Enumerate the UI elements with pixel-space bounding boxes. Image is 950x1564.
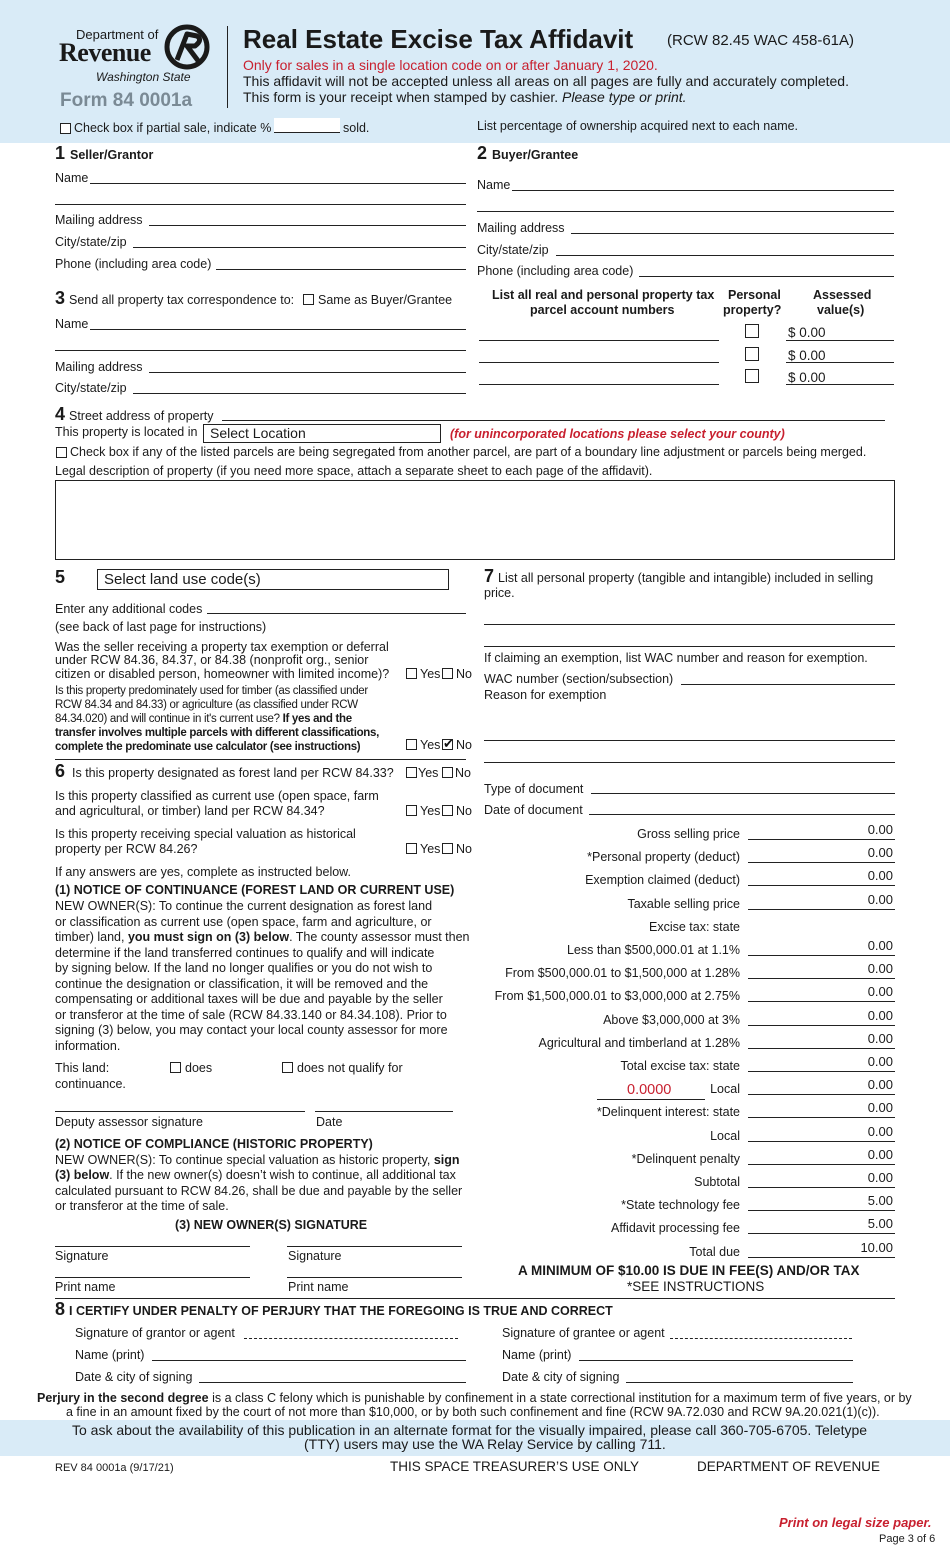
s5-q2-no-label: No bbox=[456, 738, 472, 752]
s6-q1-no-checkbox[interactable] bbox=[442, 767, 453, 778]
notice-continuance-text bbox=[55, 899, 475, 1054]
parcels-header-3b: value(s) bbox=[817, 303, 865, 317]
located-in-label: This property is located in bbox=[55, 425, 198, 439]
same-as-buyer-label: Same as Buyer/Grantee bbox=[318, 293, 453, 307]
exemption-note: If claiming an exemption, list WAC number and reason for exemption. bbox=[484, 651, 868, 665]
owner-print-field-2[interactable] bbox=[287, 1277, 462, 1278]
perjury-text-1: is a class C felony which is punishable by confinement in a state correctional institution for a maximum term of five years, or by bbox=[208, 1391, 912, 1405]
dept-revenue-label: DEPARTMENT OF REVENUE bbox=[697, 1459, 881, 1474]
dept-line3: Washington State bbox=[96, 70, 191, 84]
calc-value[interactable]: 0.00 bbox=[867, 1100, 893, 1115]
parcel-number-field-1[interactable] bbox=[479, 340, 719, 341]
section-1-number: 1 bbox=[55, 143, 66, 163]
notice-continuance-line bbox=[55, 977, 475, 993]
calc-value[interactable]: 0.00 bbox=[867, 1077, 893, 1092]
s6-q1-no-label: No bbox=[455, 766, 471, 780]
seller-city-field[interactable] bbox=[133, 247, 466, 248]
seller-mailing-label: Mailing address bbox=[55, 213, 143, 227]
grantee-date-field[interactable] bbox=[626, 1382, 853, 1383]
parcels-header-1: List all real and personal property tax bbox=[492, 288, 715, 302]
alt-format-line1: To ask about the availability of this publication in an alternate format for the visually impaired, please call 360-705-6705. Teletype bbox=[72, 1422, 868, 1438]
new-owner-signature-title: (3) NEW OWNER(S) SIGNATURE bbox=[175, 1218, 368, 1232]
unincorporated-note: (for unincorporated locations please select your county) bbox=[450, 427, 785, 441]
buyer-mailing-field[interactable] bbox=[571, 233, 894, 234]
grantor-sig-field[interactable] bbox=[244, 1338, 458, 1339]
rev-number: REV 84 0001a (9/17/21) bbox=[55, 1462, 174, 1474]
notice-compliance-title: (2) NOTICE OF COMPLIANCE (HISTORIC PROPERTY) bbox=[55, 1137, 373, 1151]
buyer-name-field[interactable] bbox=[512, 190, 894, 191]
personal-property-field-2[interactable] bbox=[484, 646, 895, 647]
legal-description-textarea[interactable] bbox=[55, 480, 895, 560]
s7-title-line1: List all personal property (tangible and intangible) included in selling bbox=[498, 571, 874, 585]
calc-value-line bbox=[748, 1071, 895, 1072]
s5-q1-line3: citizen or disabled person, homeowner with limited income)? bbox=[55, 667, 390, 681]
calc-value-line bbox=[748, 885, 895, 886]
calc-label: Exemption claimed (deduct) bbox=[585, 873, 740, 887]
s6-q3-no-checkbox[interactable] bbox=[442, 843, 453, 854]
calc-value-line bbox=[748, 1001, 895, 1002]
calc-label: *State technology fee bbox=[621, 1198, 740, 1212]
nc-l1a: NEW OWNER(S): To continue special valuation as historic property, bbox=[55, 1153, 434, 1167]
owner-signature-label-2: Signature bbox=[288, 1249, 342, 1263]
grantor-name-field[interactable] bbox=[152, 1360, 466, 1361]
calc-label: Subtotal bbox=[694, 1175, 740, 1189]
local-rate-line bbox=[597, 1099, 705, 1100]
treasurer-use-label: THIS SPACE TREASURER’S USE ONLY bbox=[390, 1459, 640, 1474]
personal-property-field-1[interactable] bbox=[484, 624, 895, 625]
calc-label: *Delinquent penalty bbox=[631, 1152, 740, 1166]
notice-continuance-line bbox=[55, 961, 475, 977]
notice-continuance-segment: signing (3) below, you may contact your local county assessor for more bbox=[55, 1023, 448, 1037]
notice-compliance-line3: calculated pursuant to RCW 84.26, shall be due and payable by the seller bbox=[55, 1184, 463, 1198]
s6-q3-yes-checkbox[interactable] bbox=[406, 843, 417, 854]
notice-continuance-segment: . The county assessor must then bbox=[289, 930, 470, 944]
reason-field-1[interactable] bbox=[484, 740, 895, 741]
grantee-sig-label: Signature of grantee or agent bbox=[502, 1326, 665, 1340]
notice-continuance-line bbox=[55, 930, 475, 946]
partial-sale-checkbox[interactable] bbox=[60, 123, 71, 134]
legal-size-note: Print on legal size paper. bbox=[779, 1515, 932, 1530]
grantee-name-label: Name (print) bbox=[502, 1348, 572, 1362]
calc-value[interactable]: 0.00 bbox=[867, 1031, 893, 1046]
calc-label: Less than $500,000.01 at 1.1% bbox=[566, 943, 740, 957]
s5-q1-yes-checkbox[interactable] bbox=[406, 668, 417, 679]
calc-value[interactable]: 0.00 bbox=[867, 984, 893, 999]
grantor-name-label: Name (print) bbox=[75, 1348, 145, 1362]
grantee-sig-field[interactable] bbox=[670, 1338, 852, 1339]
seller-city-label: City/state/zip bbox=[55, 235, 127, 249]
segregated-label: Check box if any of the listed parcels are being segregated from another parcel, are part of a boundary line adjustment or parcels being merged. bbox=[70, 445, 867, 459]
buyer-mailing-label: Mailing address bbox=[477, 221, 565, 235]
calc-value[interactable]: 0.00 bbox=[867, 961, 893, 976]
s5-q2-yes-label: Yes bbox=[420, 738, 441, 752]
grantee-name-field[interactable] bbox=[579, 1360, 853, 1361]
calc-value-line bbox=[748, 839, 895, 840]
assessed-line-2 bbox=[786, 362, 894, 363]
ownership-note: List percentage of ownership acquired next to each name. bbox=[477, 119, 799, 133]
seller-mailing-field[interactable] bbox=[149, 225, 466, 226]
nc-l2a: (3) below bbox=[55, 1168, 110, 1182]
does-not-qualify-checkbox[interactable] bbox=[282, 1062, 293, 1073]
calc-value[interactable]: 0.00 bbox=[867, 845, 893, 860]
section-3-number: 3 bbox=[55, 288, 66, 308]
s6-q3-yes-label: Yes bbox=[420, 842, 441, 856]
calc-value[interactable]: 0.00 bbox=[867, 938, 893, 953]
seller-name-label: Name bbox=[55, 171, 89, 185]
reason-exemption-label: Reason for exemption bbox=[484, 688, 607, 702]
s6-q1-yes-checkbox[interactable] bbox=[406, 767, 417, 778]
notice-continuance-segment: determine if the land transferred continues to qualify and will indicate bbox=[55, 945, 435, 960]
calc-label: Local bbox=[710, 1082, 740, 1096]
minimum-due-note: A MINIMUM OF $10.00 IS DUE IN FEE(S) AND/OR TAX bbox=[518, 1263, 860, 1278]
s6-q2-no-label: No bbox=[456, 804, 472, 818]
calc-value[interactable]: 0.00 bbox=[867, 892, 893, 907]
notice-continuance-title: (1) NOTICE OF CONTINUANCE (FOREST LAND OR CURRENT USE) bbox=[55, 883, 455, 897]
s6-q2-yes-checkbox[interactable] bbox=[406, 805, 417, 816]
notice-continuance-line bbox=[55, 1008, 475, 1024]
grantor-date-field[interactable] bbox=[199, 1382, 466, 1383]
calc-value[interactable]: 0.00 bbox=[867, 1170, 893, 1185]
calc-label: *Personal property (deduct) bbox=[587, 850, 740, 864]
s6-q2-no-checkbox[interactable] bbox=[442, 805, 453, 816]
correspondence-label: Send all property tax correspondence to: bbox=[69, 293, 295, 307]
calc-value-line bbox=[748, 862, 895, 863]
personal-property-checkbox-3[interactable] bbox=[745, 369, 759, 383]
s5-q1-line1: Was the seller receiving a property tax exemption or deferral bbox=[55, 640, 389, 654]
section-6-number: 6 bbox=[55, 761, 66, 781]
section-7-number: 7 bbox=[484, 566, 495, 586]
notice-2b: Please type or print. bbox=[562, 89, 687, 105]
calc-value[interactable]: 0.00 bbox=[867, 868, 893, 883]
additional-codes-label: Enter any additional codes bbox=[55, 602, 203, 616]
section-8-number: 8 bbox=[55, 1299, 66, 1319]
notice-continuance-segment: information. bbox=[55, 1038, 121, 1053]
grantee-date-label: Date & city of signing bbox=[502, 1370, 620, 1384]
corr-city-label: City/state/zip bbox=[55, 381, 127, 395]
s6-q3-line2: property per RCW 84.26? bbox=[55, 842, 198, 856]
additional-codes-field[interactable] bbox=[207, 613, 466, 614]
owner-print-label-2: Print name bbox=[288, 1280, 349, 1294]
form-title: Real Estate Excise Tax Affidavit bbox=[243, 24, 634, 54]
seller-phone-field[interactable] bbox=[216, 269, 466, 270]
statute-ref: (RCW 82.45 WAC 458-61A) bbox=[667, 32, 855, 49]
calc-label: Above $3,000,000 at 3% bbox=[603, 1013, 740, 1027]
notice-2a: This form is your receipt when stamped by cashier. bbox=[243, 89, 563, 105]
s6-q2-line1: Is this property classified as current use (open space, farm bbox=[55, 789, 379, 803]
partial-sold-label: sold. bbox=[343, 121, 370, 135]
calc-value-line bbox=[748, 1164, 895, 1165]
segregated-checkbox[interactable] bbox=[56, 447, 67, 458]
buyer-title: Buyer/Grantee bbox=[492, 148, 579, 162]
s5-q1-no-label: No bbox=[456, 667, 472, 681]
calc-value[interactable]: 0.00 bbox=[867, 1054, 893, 1069]
assessed-value-2[interactable]: $ 0.00 bbox=[788, 348, 826, 363]
s5-q2-line4: transfer involves multiple parcels with different classifications, bbox=[55, 727, 380, 739]
parcels-header-1b: parcel account numbers bbox=[530, 303, 675, 317]
form-number: Form 84 0001a bbox=[60, 90, 193, 111]
dept-line1: Department of bbox=[76, 27, 159, 42]
calc-value-line bbox=[748, 1048, 895, 1049]
notice-continuance-line bbox=[55, 915, 475, 931]
notice-continuance-segment: compensating or additional taxes will be due and payable by the seller bbox=[55, 992, 443, 1006]
parcel-number-field-3[interactable] bbox=[479, 384, 719, 385]
owner-signature-field-1[interactable] bbox=[55, 1246, 250, 1247]
seller-title: Seller/Grantor bbox=[70, 148, 154, 162]
s7-title-line2: price. bbox=[484, 586, 515, 600]
corr-name-field-2[interactable] bbox=[55, 350, 466, 351]
section-8-divider bbox=[55, 1298, 895, 1299]
doc-date-field[interactable] bbox=[589, 814, 895, 815]
see-instructions-note: *SEE INSTRUCTIONS bbox=[627, 1279, 765, 1294]
parcels-header-2: Personal bbox=[728, 288, 781, 302]
parcels-header-3: Assessed bbox=[813, 288, 872, 302]
perjury-line2: a fine in an amount fixed by the court of not more than $10,000, or by both such confinement and fine (RCW 9A.72.030 and RCW 9A.20.021(1)(c)). bbox=[66, 1405, 880, 1419]
notice-continuance-line bbox=[55, 1039, 475, 1055]
corr-mailing-field[interactable] bbox=[149, 372, 466, 373]
calc-value[interactable]: 5.00 bbox=[867, 1193, 893, 1208]
calc-value[interactable]: 10.00 bbox=[860, 1240, 893, 1255]
notice-continuance-line bbox=[55, 1023, 475, 1039]
assessed-line-3 bbox=[786, 384, 894, 385]
notice-continuance-segment: timber) land, bbox=[55, 930, 128, 944]
perjury-bold: Perjury in the second degree bbox=[37, 1391, 209, 1405]
dept-line2: Revenue bbox=[59, 38, 151, 67]
nc-l1b: sign bbox=[433, 1153, 460, 1167]
calc-value-line bbox=[748, 1233, 895, 1234]
calc-value-line bbox=[748, 1210, 895, 1211]
partial-sale-label: Check box if partial sale, indicate % bbox=[74, 121, 272, 135]
buyer-name-field-2[interactable] bbox=[477, 211, 894, 212]
notice-2 bbox=[243, 89, 687, 105]
notice-continuance-line bbox=[55, 992, 475, 1008]
s5-q2-line5: complete the predominate use calculator (see instructions) bbox=[55, 741, 361, 753]
continuance-label: continuance. bbox=[55, 1077, 126, 1091]
calc-label: Excise tax: state bbox=[648, 920, 740, 934]
s6-q2-yes-label: Yes bbox=[420, 804, 441, 818]
calc-label: Total excise tax: state bbox=[620, 1059, 740, 1073]
same-as-buyer-checkbox[interactable] bbox=[303, 294, 314, 305]
s6-q1: Is this property designated as forest land per RCW 84.33? bbox=[72, 766, 394, 780]
notice-compliance-line1 bbox=[55, 1153, 460, 1167]
corr-city-field[interactable] bbox=[133, 393, 466, 394]
street-address-label: Street address of property bbox=[69, 409, 214, 423]
header-divider bbox=[227, 26, 228, 108]
does-qualify-checkbox[interactable] bbox=[170, 1062, 181, 1073]
calc-label: Local bbox=[710, 1129, 740, 1143]
s6-q3-line1: Is this property receiving special valuation as historical bbox=[55, 827, 356, 841]
page-number: Page 3 of 6 bbox=[879, 1533, 936, 1545]
partial-percent-input[interactable] bbox=[274, 118, 340, 133]
notice-continuance-segment: you must sign on (3) below bbox=[127, 930, 290, 944]
calc-value[interactable]: 5.00 bbox=[867, 1216, 893, 1231]
certify-statement: I CERTIFY UNDER PENALTY OF PERJURY THAT THE FOREGOING IS TRUE AND CORRECT bbox=[69, 1304, 613, 1318]
owner-signature-field-2[interactable] bbox=[287, 1246, 462, 1247]
s5-q1-line2: under RCW 84.36, 84.37, or 84.38 (nonprofit org., senior bbox=[55, 653, 369, 667]
notice-continuance-segment: by signing below. If the land no longer qualifies or you do not wish to bbox=[55, 961, 433, 975]
grantor-sig-label: Signature of grantor or agent bbox=[75, 1326, 235, 1340]
revenue-logo-icon bbox=[163, 24, 211, 70]
street-address-field[interactable] bbox=[222, 420, 885, 421]
deputy-signature-label: Deputy assessor signature bbox=[55, 1115, 203, 1129]
doc-type-label: Type of document bbox=[484, 782, 584, 796]
buyer-phone-label: Phone (including area code) bbox=[477, 264, 634, 278]
parcels-header-2b: property? bbox=[723, 303, 782, 317]
calc-label: Total due bbox=[689, 1245, 740, 1259]
notice-continuance-segment: NEW OWNER(S): To continue the current designation as forest land bbox=[55, 899, 433, 913]
s5-q2-line2: RCW 84.34 and 84.33) or agriculture (as classified under RCW bbox=[55, 699, 358, 711]
location-select[interactable]: Select Location bbox=[203, 424, 441, 443]
wac-number-label: WAC number (section/subsection) bbox=[484, 672, 674, 686]
legal-desc-label: Legal description of property (if you need more space, attach a separate sheet to each page of the affidavit). bbox=[55, 464, 653, 478]
calc-value-line bbox=[748, 1141, 895, 1142]
personal-property-checkbox-1[interactable] bbox=[745, 324, 759, 338]
calc-value-line bbox=[748, 1025, 895, 1026]
corr-name-field[interactable] bbox=[90, 329, 466, 330]
section-5-number: 5 bbox=[55, 567, 66, 587]
corr-mailing-label: Mailing address bbox=[55, 360, 143, 374]
calc-label: *Delinquent interest: state bbox=[596, 1105, 740, 1119]
assessed-value-1[interactable]: $ 0.00 bbox=[788, 325, 826, 340]
deputy-signature-field[interactable] bbox=[55, 1111, 305, 1112]
notice-continuance-line bbox=[55, 899, 475, 915]
calc-value-line bbox=[748, 978, 895, 979]
local-rate-value[interactable]: 0.0000 bbox=[627, 1082, 672, 1098]
s5-q2-no-checkbox[interactable] bbox=[442, 739, 453, 750]
notice-continuance-segment: or classification as current use (open space, farm and agriculture, or bbox=[55, 914, 432, 929]
section-4-number: 4 bbox=[55, 404, 66, 424]
nc-l2b: . If the new owner(s) doesn’t wish to continue, all additional tax bbox=[109, 1168, 456, 1182]
seller-phone-label: Phone (including area code) bbox=[55, 257, 212, 271]
seller-name-field[interactable] bbox=[90, 183, 466, 184]
notice-compliance-line2 bbox=[55, 1168, 456, 1182]
calc-value[interactable]: 0.00 bbox=[867, 1147, 893, 1162]
calc-label: Taxable selling price bbox=[627, 897, 740, 911]
corr-name-label: Name bbox=[55, 317, 89, 331]
section-6-divider bbox=[55, 759, 466, 760]
s5-q1-no-checkbox[interactable] bbox=[442, 668, 453, 679]
s5-q2-yes-checkbox[interactable] bbox=[406, 739, 417, 750]
calc-label: From $1,500,000.01 to $3,000,000 at 2.75% bbox=[494, 989, 740, 1003]
does-qualify-label: does bbox=[185, 1061, 213, 1075]
s6-q3-no-label: No bbox=[456, 842, 472, 856]
seller-name-field-2[interactable] bbox=[55, 204, 466, 205]
notice-continuance-segment: continue the designation or classification, it will be removed and the bbox=[55, 976, 429, 991]
calc-label: Agricultural and timberland at 1.28% bbox=[538, 1036, 740, 1050]
s5-q2-line3b: If yes and the bbox=[282, 713, 352, 725]
buyer-city-label: City/state/zip bbox=[477, 243, 549, 257]
s6-q1-yes-label: Yes bbox=[418, 766, 439, 780]
calc-value-line bbox=[748, 955, 895, 956]
doc-type-field[interactable] bbox=[591, 793, 895, 794]
wac-number-field[interactable] bbox=[681, 684, 895, 685]
owner-print-label-1: Print name bbox=[55, 1280, 116, 1294]
deputy-date-label: Date bbox=[316, 1115, 343, 1129]
owner-signature-label-1: Signature bbox=[55, 1249, 109, 1263]
calc-value-line bbox=[748, 1187, 895, 1188]
buyer-phone-field[interactable] bbox=[639, 276, 894, 277]
doc-date-label: Date of document bbox=[484, 803, 583, 817]
assessed-line-1 bbox=[786, 340, 894, 341]
grantor-date-label: Date & city of signing bbox=[75, 1370, 193, 1384]
calc-value[interactable]: 0.00 bbox=[867, 822, 893, 837]
does-not-qualify-label: does not qualify for bbox=[297, 1061, 403, 1075]
reason-field-2[interactable] bbox=[484, 762, 895, 763]
parcel-number-field-2[interactable] bbox=[479, 362, 719, 363]
alt-format-line2: (TTY) users may use the WA Relay Service by calling 711. bbox=[304, 1436, 666, 1452]
calc-value[interactable]: 0.00 bbox=[867, 1008, 893, 1023]
if-yes-note: If any answers are yes, complete as instructed below. bbox=[55, 865, 351, 879]
buyer-name-label: Name bbox=[477, 178, 511, 192]
s5-q2-line3 bbox=[55, 713, 352, 725]
calc-label: Gross selling price bbox=[637, 827, 740, 841]
notice-continuance-segment: or transferor at the time of sale (RCW 84.33.140 or 84.34.108). Prior to bbox=[55, 1007, 447, 1022]
perjury-line1 bbox=[37, 1391, 912, 1405]
personal-property-checkbox-2[interactable] bbox=[745, 347, 759, 361]
section-2-number: 2 bbox=[477, 143, 488, 163]
calc-label: From $500,000.01 to $1,500,000 at 1.28% bbox=[505, 966, 740, 980]
s5-q2-line3a: 84.34.020) and will continue in it's current use? bbox=[55, 713, 283, 725]
this-land-label: This land: bbox=[55, 1061, 110, 1075]
assessed-value-3[interactable]: $ 0.00 bbox=[788, 370, 826, 385]
notice-1: This affidavit will not be accepted unless all areas on all pages are fully and accurately completed. bbox=[243, 73, 849, 89]
notice-red: Only for sales in a single location code on or after January 1, 2020. bbox=[243, 57, 658, 73]
owner-print-field-1[interactable] bbox=[55, 1277, 250, 1278]
notice-compliance-line4: or transferor at the time of sale. bbox=[55, 1199, 229, 1213]
s5-q1-yes-label: Yes bbox=[420, 667, 441, 681]
s5-q2-line1: Is this property predominately used for timber (as classified under bbox=[55, 685, 368, 697]
calc-value-line bbox=[748, 1117, 895, 1118]
see-back-note: (see back of last page for instructions) bbox=[55, 620, 267, 634]
land-use-select[interactable]: Select land use code(s) bbox=[97, 569, 449, 590]
calc-value-line bbox=[748, 909, 895, 910]
s6-q2-line2: and agricultural, or timber) land per RCW 84.34? bbox=[55, 804, 325, 818]
calc-value[interactable]: 0.00 bbox=[867, 1124, 893, 1139]
buyer-city-field[interactable] bbox=[556, 255, 894, 256]
notice-continuance-line bbox=[55, 946, 475, 962]
calc-label: Affidavit processing fee bbox=[610, 1221, 740, 1235]
deputy-date-field[interactable] bbox=[315, 1111, 453, 1112]
calc-value-line bbox=[748, 1094, 895, 1095]
calc-value-line bbox=[748, 1257, 895, 1258]
